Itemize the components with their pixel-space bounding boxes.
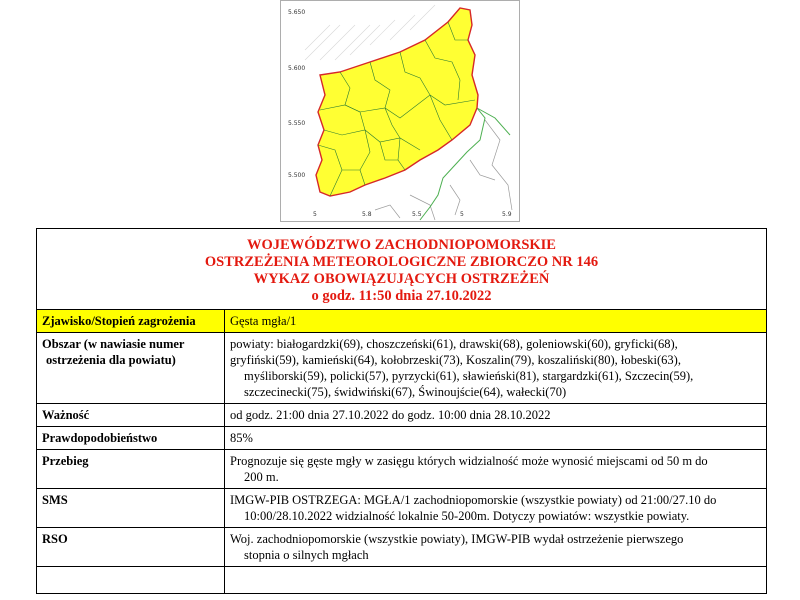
validity-value: od godz. 21:00 dnia 27.10.2022 do godz. 10:00 dnia 28.10.2022 [225, 404, 767, 427]
empty-cell [225, 567, 767, 594]
empty-cell [37, 567, 225, 594]
rso-row [37, 528, 767, 567]
region-map-svg [280, 0, 520, 222]
validity-row [37, 404, 767, 427]
probability-value: 85% [225, 427, 767, 450]
header-timestamp: o godz. 11:50 dnia 27.10.2022 [311, 288, 492, 304]
area-value-line2: gryfiński(59), kamieński(64), kołobrzeski(73), Koszalin(79), koszaliński(80), łobeski(63), [230, 353, 681, 367]
map-x-tick: 5.8 [362, 211, 372, 218]
area-label-line1: Obszar (w nawiasie numer [42, 337, 185, 351]
area-label-line2: ostrzeżenia dla powiatu) [46, 353, 176, 367]
rso-value-line1: Woj. zachodniopomorskie (wszystkie powiaty), IMGW-PIB wydał ostrzeżenie pierwszego [230, 532, 684, 546]
header-bulletin: OSTRZEŻENIA METEOROLOGICZNE ZBIORCZO NR 146 [204, 254, 599, 270]
warning-map [280, 0, 520, 222]
course-value-line2: 200 m. [244, 470, 279, 484]
map-x-tick: 5.5 [412, 211, 422, 218]
phenomenon-value: Gęsta mgła/1 [225, 310, 767, 333]
probability-row [37, 427, 767, 450]
phenomenon-row [37, 310, 767, 333]
map-x-tick: 5.9 [502, 211, 512, 218]
sms-value [225, 489, 767, 528]
sms-value-line2: 10:00/28.10.2022 widzialność lokalnie 50-200m. Dotyczy powiatów: wszystkie powiaty. [244, 509, 690, 523]
warnings-table [36, 228, 767, 594]
header-row [37, 229, 767, 310]
course-value-line1: Prognozuje się gęste mgły w zasięgu których widzialność może wynosić miejscami od 50 m do [230, 454, 708, 468]
area-value-line4: szczecinecki(75), świdwiński(67), Świnoujście(64), wałecki(70) [244, 385, 567, 399]
map-x-tick: 5 [460, 211, 464, 218]
area-value [225, 333, 767, 404]
header-region: WOJEWÓDZTWO ZACHODNIOPOMORSKIE [247, 237, 556, 253]
rso-value [225, 528, 767, 567]
map-y-tick: 5.600 [288, 65, 306, 72]
map-y-tick: 5.650 [288, 9, 306, 16]
rso-value-line2: stopnia o silnych mgłach [244, 548, 369, 562]
map-y-tick: 5.550 [288, 120, 306, 127]
validity-label: Ważność [37, 404, 225, 427]
sms-value-line1: IMGW-PIB OSTRZEGA: MGŁA/1 zachodniopomorskie (wszystkie powiaty) od 21:00/27.10 do [230, 493, 717, 507]
empty-row [37, 567, 767, 594]
phenomenon-label: Zjawisko/Stopień zagrożenia [37, 310, 225, 333]
header-list-title: WYKAZ OBOWIĄZUJĄCYCH OSTRZEŻEŃ [253, 271, 550, 287]
probability-label: Prawdopodobieństwo [37, 427, 225, 450]
course-label: Przebieg [37, 450, 225, 489]
map-y-tick: 5.500 [288, 172, 306, 179]
area-row [37, 333, 767, 404]
sms-label: SMS [37, 489, 225, 528]
sms-row [37, 489, 767, 528]
rso-label: RSO [37, 528, 225, 567]
area-label [37, 333, 225, 404]
area-value-line3: myśliborski(59), policki(57), pyrzycki(61), sławieński(81), stargardzki(61), Szczecin(59), [244, 369, 694, 383]
map-x-tick: 5 [313, 211, 317, 218]
area-value-line1: powiaty: białogardzki(69), choszczeński(61), drawski(68), goleniowski(60), gryficki(68), [230, 337, 678, 351]
course-value [225, 450, 767, 489]
table-header [37, 229, 767, 310]
course-row [37, 450, 767, 489]
